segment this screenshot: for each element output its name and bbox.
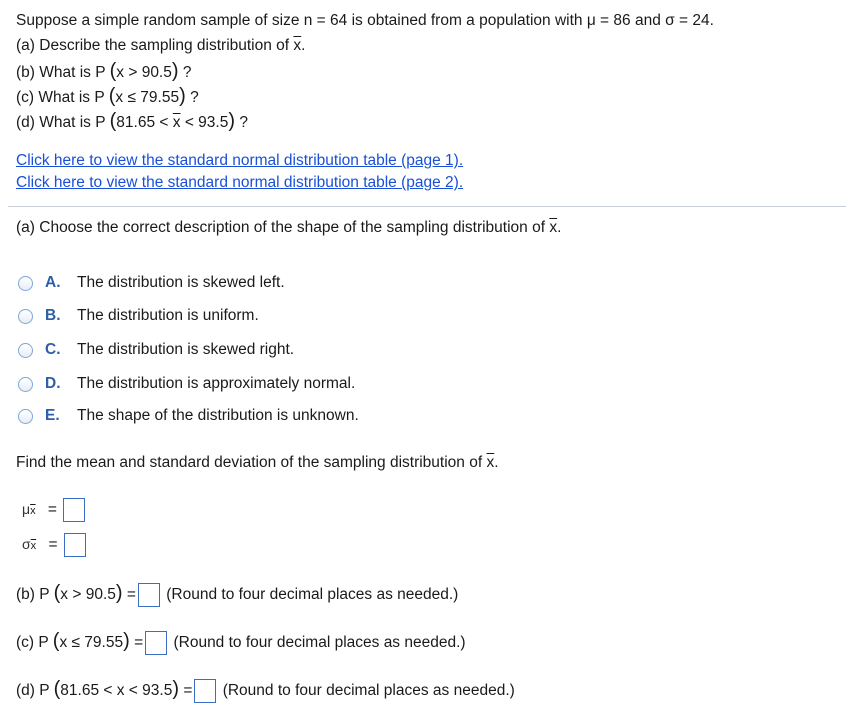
- qmark: ?: [239, 114, 248, 131]
- sd-input[interactable]: [64, 533, 86, 557]
- equals-sign: =: [47, 501, 57, 519]
- option-letter: C.: [45, 341, 61, 358]
- question-b: (b) What is P (x > 90.5) ?: [16, 60, 192, 82]
- radio-icon[interactable]: [18, 409, 33, 424]
- mean-sd-prompt-text: Find the mean and standard deviation of the sampling distribution of: [16, 454, 483, 471]
- table-link-page-2[interactable]: Click here to view the standard normal distribution table (page 2).: [16, 174, 464, 191]
- radio-icon[interactable]: [18, 377, 33, 392]
- period: .: [557, 219, 562, 236]
- answer-b-expr: x > 90.5: [60, 586, 116, 604]
- option-text: The distribution is approximately normal.: [77, 375, 356, 392]
- radio-icon[interactable]: [18, 309, 33, 324]
- equals-sign: =: [126, 586, 136, 604]
- option-b[interactable]: [18, 305, 259, 327]
- question-a-text: (a) Describe the sampling distribution of: [16, 37, 290, 54]
- equals-sign: =: [183, 682, 193, 700]
- xbar-subscript: $\overline{x}$: [30, 540, 37, 553]
- sd-row: [22, 533, 88, 557]
- answer-b-row: (b) P (x > 90.5) = (Round to four decimal places as needed.): [16, 583, 458, 607]
- question-c: (c) What is P (x ≤ 79.55) ?: [16, 85, 199, 107]
- answer-b-input[interactable]: [138, 583, 160, 607]
- mean-sd-prompt: [16, 454, 499, 472]
- answer-d-expr: 81.65 < x < 93.5: [60, 682, 173, 700]
- question-d: (d) What is P $(81.65 < \overline{x} < 93.5)$ ?: [16, 110, 248, 132]
- option-letter: B.: [45, 307, 61, 324]
- radio-icon[interactable]: [18, 276, 33, 291]
- option-a[interactable]: [18, 272, 285, 294]
- xbar-symbol: $\overline{x}$: [549, 219, 558, 236]
- part-a-prompt: [16, 219, 561, 237]
- mean-input[interactable]: [63, 498, 85, 522]
- answer-c-row: (c) P (x ≤ 79.55) = (Round to four decimal places as needed.): [16, 631, 466, 655]
- round-hint: (Round to four decimal places as needed.): [166, 586, 459, 604]
- option-letter: A.: [45, 274, 61, 291]
- question-d-prefix: (d) What is P: [16, 114, 106, 131]
- xbar-symbol: $\overline{x}$: [293, 37, 302, 54]
- answer-c-input[interactable]: [145, 631, 167, 655]
- radio-icon[interactable]: [18, 343, 33, 358]
- round-hint: (Round to four decimal places as needed.): [173, 634, 466, 652]
- qmark: ?: [190, 89, 199, 106]
- part-a-prompt-text: (a) Choose the correct description of the shape of the sampling distribution of: [16, 219, 546, 236]
- sigma-symbol: σ: [22, 536, 31, 553]
- option-letter: D.: [45, 375, 61, 392]
- question-c-prefix: (c) What is P: [16, 89, 105, 106]
- option-letter: E.: [45, 407, 60, 424]
- mu-symbol: μ: [22, 501, 31, 518]
- answer-b-label: (b) P: [16, 586, 50, 604]
- period: .: [301, 37, 306, 54]
- equals-sign: =: [48, 536, 58, 554]
- question-b-expr: x > 90.5: [116, 64, 172, 81]
- question-intro: Suppose a simple random sample of size n = 64 is obtained from a population with μ = 86 and σ = 24.: [16, 12, 714, 29]
- answer-d-row: (d) P (81.65 < x < 93.5) = (Round to four decimal places as needed.): [16, 679, 515, 703]
- xbar-symbol: $\overline{x}$: [486, 454, 495, 471]
- answer-c-label: (c) P: [16, 634, 49, 652]
- mean-row: [22, 498, 87, 522]
- table-link-page-1[interactable]: Click here to view the standard normal distribution table (page 1).: [16, 152, 464, 169]
- question-b-prefix: (b) What is P: [16, 64, 106, 81]
- option-text: The distribution is skewed left.: [77, 274, 285, 291]
- option-text: The distribution is skewed right.: [77, 341, 295, 358]
- question-d-right: < 93.5: [184, 114, 229, 131]
- option-c[interactable]: [18, 339, 294, 361]
- round-hint: (Round to four decimal places as needed.): [222, 682, 515, 700]
- option-text: The shape of the distribution is unknown.: [77, 407, 359, 424]
- option-e[interactable]: [18, 405, 359, 427]
- equals-sign: =: [134, 634, 144, 652]
- question-a: [16, 37, 305, 55]
- xbar-symbol: $\overline{x}$: [172, 114, 181, 131]
- xbar-subscript: $\overline{x}$: [30, 505, 36, 518]
- section-divider: [8, 206, 846, 207]
- question-c-expr: x ≤ 79.55: [115, 89, 180, 106]
- question-d-left: 81.65 <: [116, 114, 169, 131]
- answer-d-label: (d) P: [16, 682, 50, 700]
- answer-d-input[interactable]: [194, 679, 216, 703]
- option-text: The distribution is uniform.: [77, 307, 259, 324]
- option-d[interactable]: [18, 373, 355, 395]
- period: .: [494, 454, 499, 471]
- qmark: ?: [182, 64, 192, 81]
- answer-c-expr: x ≤ 79.55: [59, 634, 124, 652]
